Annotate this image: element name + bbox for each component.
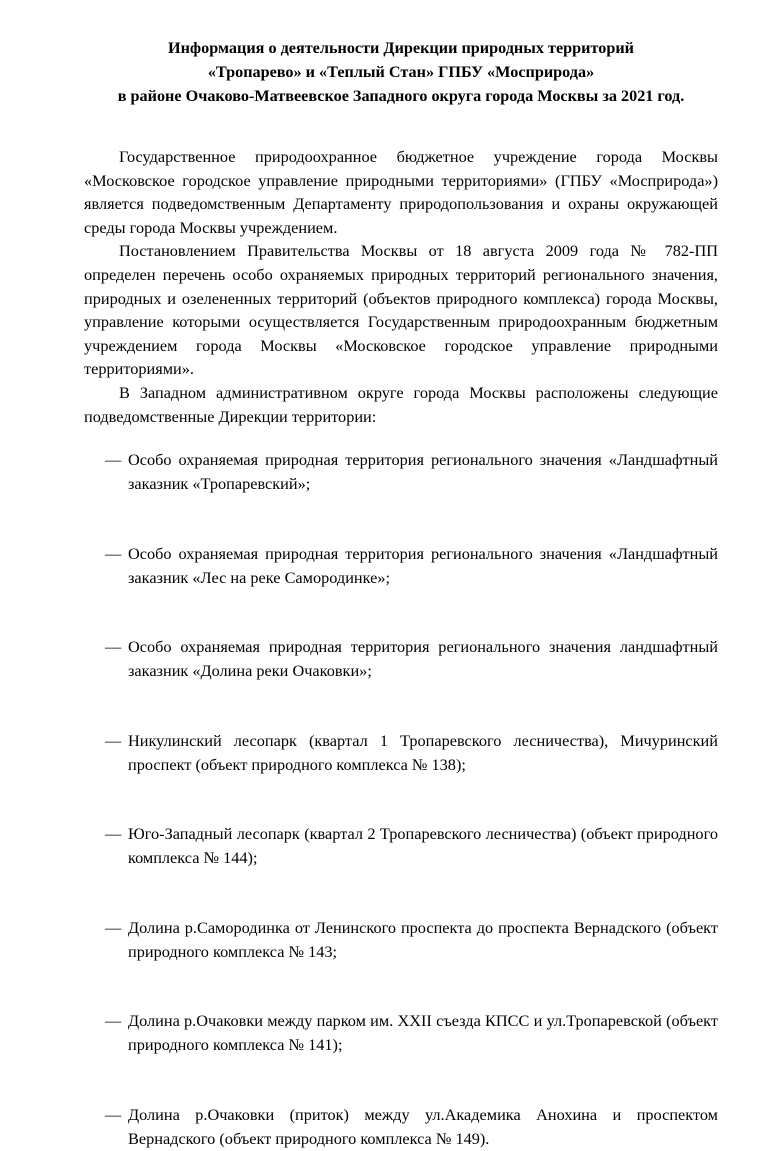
- list-dash: —: [105, 824, 122, 844]
- list-dash: —: [105, 917, 122, 937]
- list-dash: —: [105, 1011, 122, 1031]
- list-item: [84, 916, 718, 964]
- list-item-text: Никулинский лесопарк (квартал 1 Тропаревского лесничества), Мичуринский проспект (объект природного комплекса № 138);: [128, 730, 718, 774]
- list-item: [84, 635, 718, 683]
- list-item-text: Юго-Западный лесопарк (квартал 2 Тропаревского лесничества) (объект природного комплекса № 144);: [128, 824, 718, 868]
- document-title: [84, 36, 718, 108]
- list-item: [84, 448, 718, 496]
- paragraph-resolution: Постановлением Правительства Москвы от 18 августа 2009 года № 782-ПП определен перечень особо охраняемых природных территорий регионального значения, природных и озелененных территорий (объектов природного комплекса) города Москвы, управление которыми осуществляется Государственным природоохранным бюджетным учреждением города Москвы «Московское городское управление природными территориями».: [84, 241, 718, 379]
- list-item-text: Долина р.Очаковки между парком им. XXII съезда КПСС и ул.Тропаревской (объект природного комплекса № 141);: [128, 1011, 718, 1055]
- list-item-text: Долина р.Самородинка от Ленинского проспекта до проспекта Вернадского (объект природного комплекса № 143;: [128, 917, 718, 961]
- territories-list: [84, 448, 718, 1151]
- title-line-2: «Тропарево» и «Теплый Стан» ГПБУ «Мосприрода»: [207, 63, 595, 81]
- list-item-text: Особо охраняемая природная территория регионального значения ландшафтный заказник «Долина реки Очаковки»;: [128, 637, 718, 681]
- paragraph-intro: Государственное природоохранное бюджетное учреждение города Москвы «Московское городское управление природными территориями» (ГПБУ «Мосприрода») является подведомственным Департаменту природопользования и охраны окружающей среды города Москвы учреждением.: [84, 147, 718, 237]
- list-item: [84, 729, 718, 777]
- list-dash: —: [105, 730, 122, 750]
- list-item: [84, 822, 718, 870]
- document-page: [84, 36, 718, 1151]
- list-item-text: Особо охраняемая природная территория регионального значения «Ландшафтный заказник «Тропаревский»;: [128, 450, 718, 494]
- list-dash: —: [105, 450, 122, 470]
- list-item: [84, 542, 718, 590]
- list-dash: —: [105, 637, 122, 657]
- list-dash: —: [105, 1104, 122, 1124]
- list-item-text: Долина р.Очаковки (приток) между ул.Академика Анохина и проспектом Вернадского (объект природного комплекса № 149).: [128, 1104, 718, 1148]
- list-item: [84, 1103, 718, 1151]
- title-line-1: Информация о деятельности Дирекции природных территорий: [168, 39, 634, 57]
- list-item-text: Особо охраняемая природная территория регионального значения «Ландшафтный заказник «Лес на реке Самородинке»;: [128, 543, 718, 587]
- title-line-3: в районе Очаково-Матвеевское Западного округа города Москвы за 2021 год.: [117, 87, 685, 105]
- list-item: [84, 1009, 718, 1057]
- list-dash: —: [105, 543, 122, 563]
- paragraph-territories-intro: В Западном административном округе города Москвы расположены следующие подведомственные Дирекции территории:: [84, 382, 718, 426]
